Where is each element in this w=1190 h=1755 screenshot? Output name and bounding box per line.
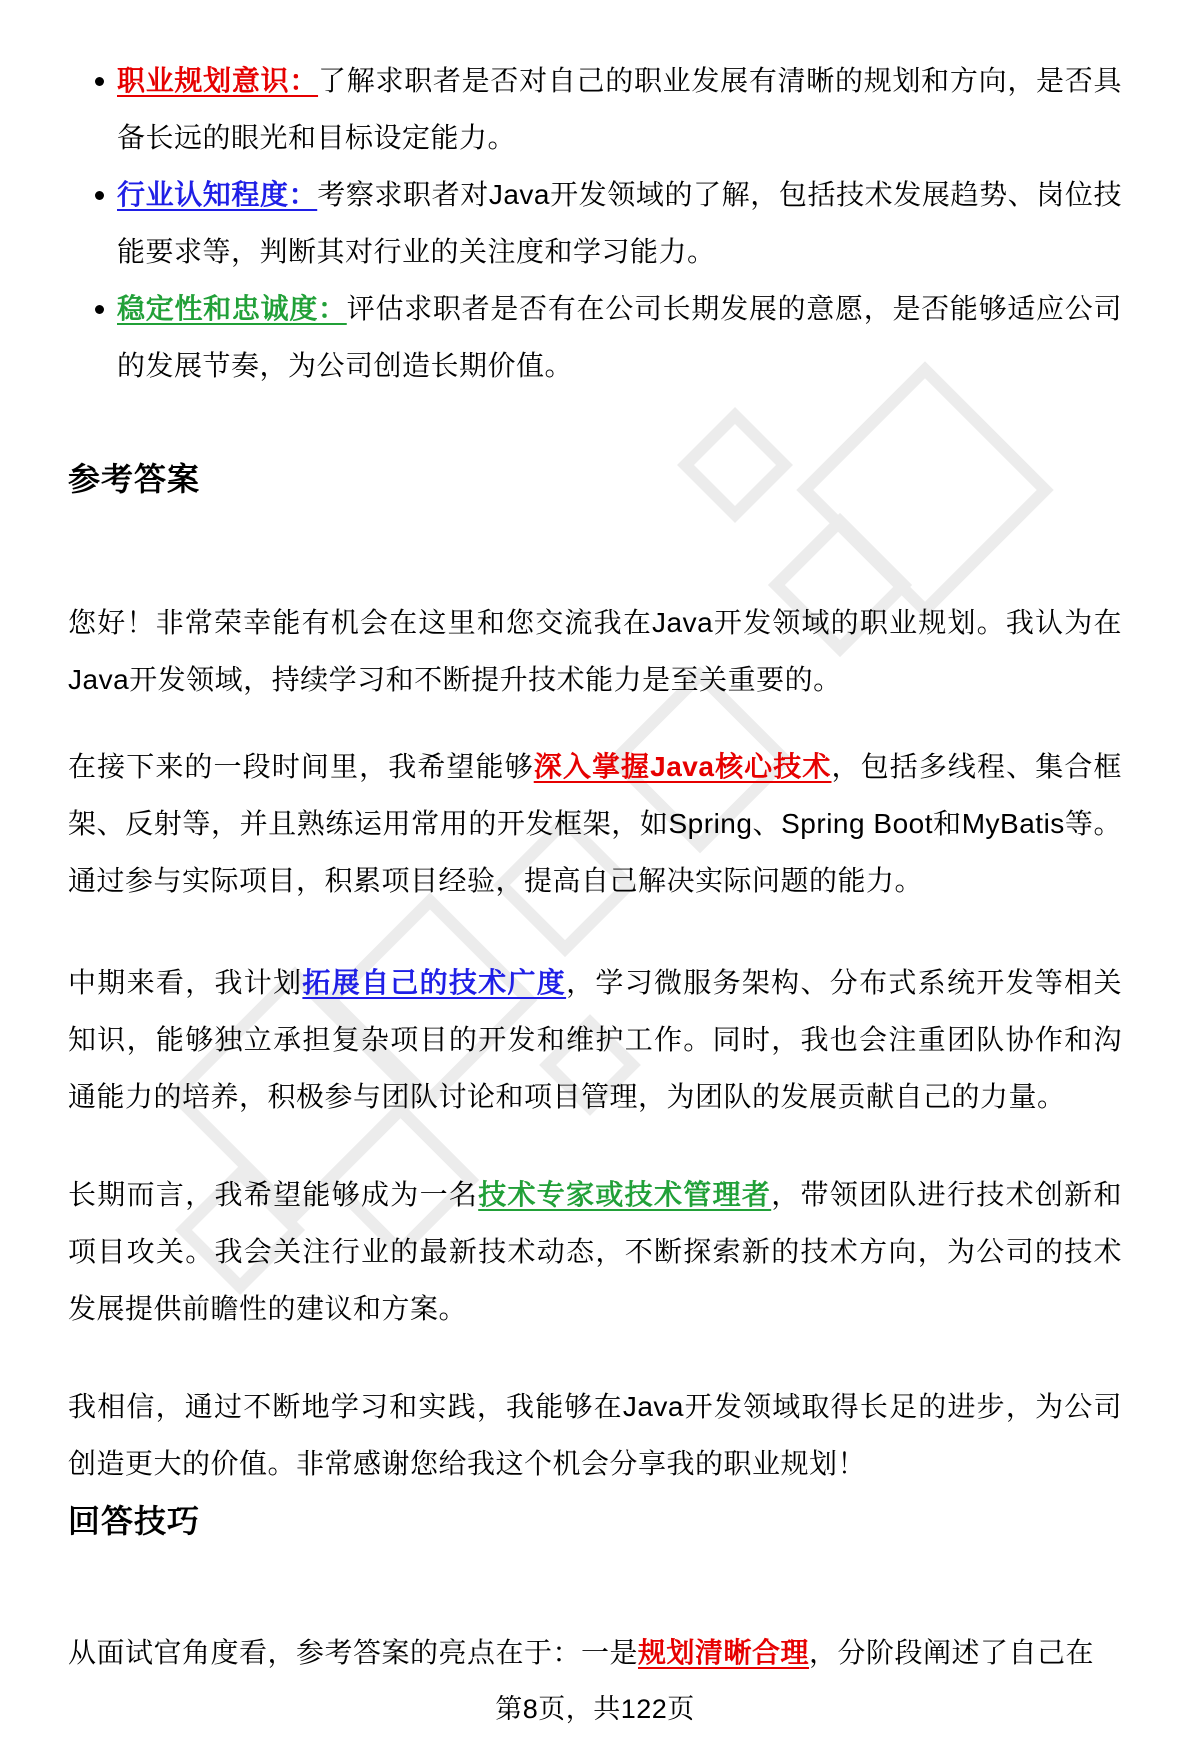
paragraph-text: ，包括多线程、集合框架、反射等，并且熟练运用常用的开发框架，如Spring、Spring Boot和MyBatis等。通过参与实际项目，积累项目经验，提高自己解决实际问题的能力。 (68, 751, 1122, 896)
paragraph (68, 954, 1122, 1125)
paragraph (68, 1378, 1122, 1492)
paragraph-text: ，分阶段阐述了自己在 (809, 1637, 1095, 1668)
section-heading-answer-tips: 回答技巧 (68, 1503, 201, 1539)
paragraph (68, 594, 1122, 708)
emphasis-term-expert-or-manager: 技术专家或技术管理者 (478, 1179, 772, 1210)
paragraph-text: ，带领团队进行技术创新和项目攻关。我会关注行业的最新技术动态，不断探索新的技术方向，为公司的技术发展提供前瞻性的建议和方案。 (68, 1179, 1122, 1324)
bullet-term-industry-awareness: 行业认知程度： (117, 179, 318, 210)
bullet-term-stability-loyalty: 稳定性和忠诚度： (117, 293, 347, 324)
paragraph-text: 从面试官角度看，参考答案的亮点在于：一是 (68, 1637, 639, 1668)
paragraph-text: 中期来看，我计划 (68, 967, 303, 998)
bullet-text: 考察求职者对Java开发领域的了解，包括技术发展趋势、岗位技能要求等，判断其对行业的关注度和学习能力。 (117, 179, 1122, 267)
bullet-text: 了解求职者是否对自己的职业发展有清晰的规划和方向，是否具备长远的眼光和目标设定能力。 (117, 65, 1122, 153)
paragraph-text: 长期而言，我希望能够成为一名 (68, 1179, 479, 1210)
section-heading-reference-answer: 参考答案 (68, 461, 201, 497)
bullet-text: 评估求职者是否有在公司长期发展的意愿，是否能够适应公司的发展节奏，为公司创造长期价值。 (117, 293, 1122, 381)
emphasis-term-clear-reasonable-plan: 规划清晰合理 (638, 1637, 810, 1668)
paragraph-text: 您好！非常荣幸能有机会在这里和您交流我在Java开发领域的职业规划。我认为在Java开发领域，持续学习和不断提升技术能力是至关重要的。 (68, 607, 1122, 695)
paragraph-text: 我相信，通过不断地学习和实践，我能够在Java开发领域取得长足的进步，为公司创造更大的价值。非常感谢您给我这个机会分享我的职业规划！ (68, 1391, 1122, 1479)
list-item (68, 280, 1122, 394)
page-indicator: 第8页，共122页 (495, 1694, 695, 1724)
paragraph (68, 738, 1122, 909)
list-item (68, 166, 1122, 280)
emphasis-term-java-core-tech: 深入掌握Java核心技术 (533, 751, 832, 782)
paragraph (68, 1624, 1122, 1681)
bullet-term-career-planning-awareness: 职业规划意识： (117, 65, 319, 96)
paragraph-text: 在接下来的一段时间里，我希望能够 (68, 751, 534, 782)
emphasis-term-broaden-tech-breadth: 拓展自己的技术广度 (302, 967, 567, 998)
evaluation-points-list (68, 52, 1122, 394)
paragraph-text: ，学习微服务架构、分布式系统开发等相关知识，能够独立承担复杂项目的开发和维护工作。同时，我也会注重团队协作和沟通能力的培养，积极参与团队讨论和项目管理，为团队的发展贡献自己的力量。 (68, 967, 1122, 1112)
paragraph (68, 1166, 1122, 1337)
list-item (68, 52, 1122, 166)
